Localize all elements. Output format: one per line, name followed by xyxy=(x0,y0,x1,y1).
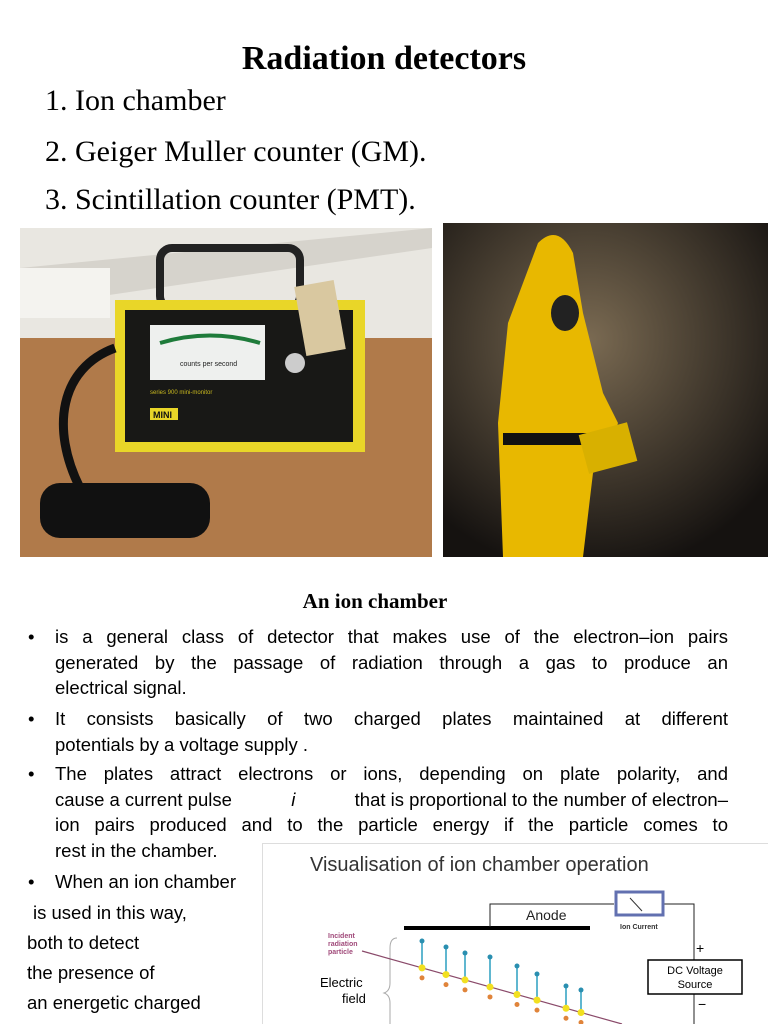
ionization-mark xyxy=(419,964,426,971)
minus-label: − xyxy=(698,996,707,1012)
current-symbol: i xyxy=(291,788,296,810)
brand-label: MINI xyxy=(153,410,172,420)
series-label: series 900 mini-monitor xyxy=(150,390,213,396)
text-line: that is proportional to the number of electron– xyxy=(354,788,728,810)
field-label: Electric xyxy=(320,975,363,990)
bullet-4: When an ion chamber xyxy=(55,871,236,892)
ionization-mark xyxy=(487,983,494,990)
electron-mark xyxy=(444,945,449,950)
anode-label: Anode xyxy=(526,907,567,923)
list-item-gm: 2. Geiger Muller counter (GM). xyxy=(45,135,427,168)
ion-mark xyxy=(420,975,425,980)
electron-mark xyxy=(515,964,520,969)
electron-mark xyxy=(579,988,584,993)
text-line: an energetic charged xyxy=(27,992,201,1013)
incident-label: particle xyxy=(328,949,353,956)
ionization-mark xyxy=(514,991,521,998)
ion-mark xyxy=(515,1002,520,1007)
electron-mark xyxy=(463,951,468,956)
bullet-marker: • xyxy=(28,763,35,784)
ion-mark xyxy=(488,994,493,999)
survey-meter-photo xyxy=(20,228,432,557)
ammeter-icon xyxy=(616,892,663,915)
diagram-title: Visualisation of ion chamber operation xyxy=(310,854,649,876)
text-line: is used in this way, xyxy=(33,902,187,923)
ion-mark xyxy=(535,1008,540,1013)
incident-label: Incident xyxy=(328,933,355,940)
ionization-mark xyxy=(462,976,469,983)
bullet-marker: • xyxy=(28,708,35,729)
list-item-ion-chamber: 1. Ion chamber xyxy=(45,84,226,117)
bullet-marker: • xyxy=(28,626,35,647)
text-line: It consists basically of two charged plates maintained at different xyxy=(55,708,728,729)
bullet-marker: • xyxy=(28,871,35,892)
field-label: field xyxy=(342,991,366,1006)
ionization-mark xyxy=(443,971,450,978)
ion-mark xyxy=(564,1016,569,1021)
text-line: both to detect xyxy=(27,932,140,953)
ionization-mark xyxy=(563,1005,570,1012)
ionization-mark xyxy=(578,1009,585,1016)
text-line: potentials by a voltage supply . xyxy=(55,733,308,755)
page-title: Radiation detectors xyxy=(241,40,527,77)
text-line: The plates attract electrons or ions, depending on plate polarity, and xyxy=(55,763,728,784)
ion-current-label: Ion Current xyxy=(620,924,658,931)
text-line: is a general class of detector that makes use of the electron–ion pairs xyxy=(55,626,728,647)
hazmat-suit-photo xyxy=(443,223,768,557)
text-line: rest in the chamber. xyxy=(55,839,218,861)
list-item-pmt: 3. Scintillation counter (PMT). xyxy=(45,183,416,216)
electron-mark xyxy=(564,984,569,989)
source-label: DC Voltage xyxy=(667,965,723,977)
bullet-2 xyxy=(55,706,728,757)
text-line: cause a current pulse xyxy=(55,788,232,810)
bullet-1 xyxy=(55,624,728,701)
incident-label: radiation xyxy=(328,941,358,948)
ion-chamber-diagram xyxy=(262,843,768,1024)
meter-label: counts per second xyxy=(180,361,238,368)
ionization-mark xyxy=(534,997,541,1004)
text-line: electrical signal. xyxy=(55,677,187,699)
ion-mark xyxy=(463,987,468,992)
electron-mark xyxy=(420,939,425,944)
electron-mark xyxy=(535,972,540,977)
section-heading: An ion chamber xyxy=(302,589,448,613)
electron-mark xyxy=(488,955,493,960)
ion-mark xyxy=(444,982,449,987)
plus-label: + xyxy=(696,940,705,956)
text-line: the presence of xyxy=(27,962,155,983)
source-label: Source xyxy=(677,979,713,991)
text-line: ion pairs produced and to the particle energy if the particle comes to xyxy=(55,814,728,836)
text-line: generated by the passage of radiation through a gas to produce an xyxy=(55,651,728,673)
